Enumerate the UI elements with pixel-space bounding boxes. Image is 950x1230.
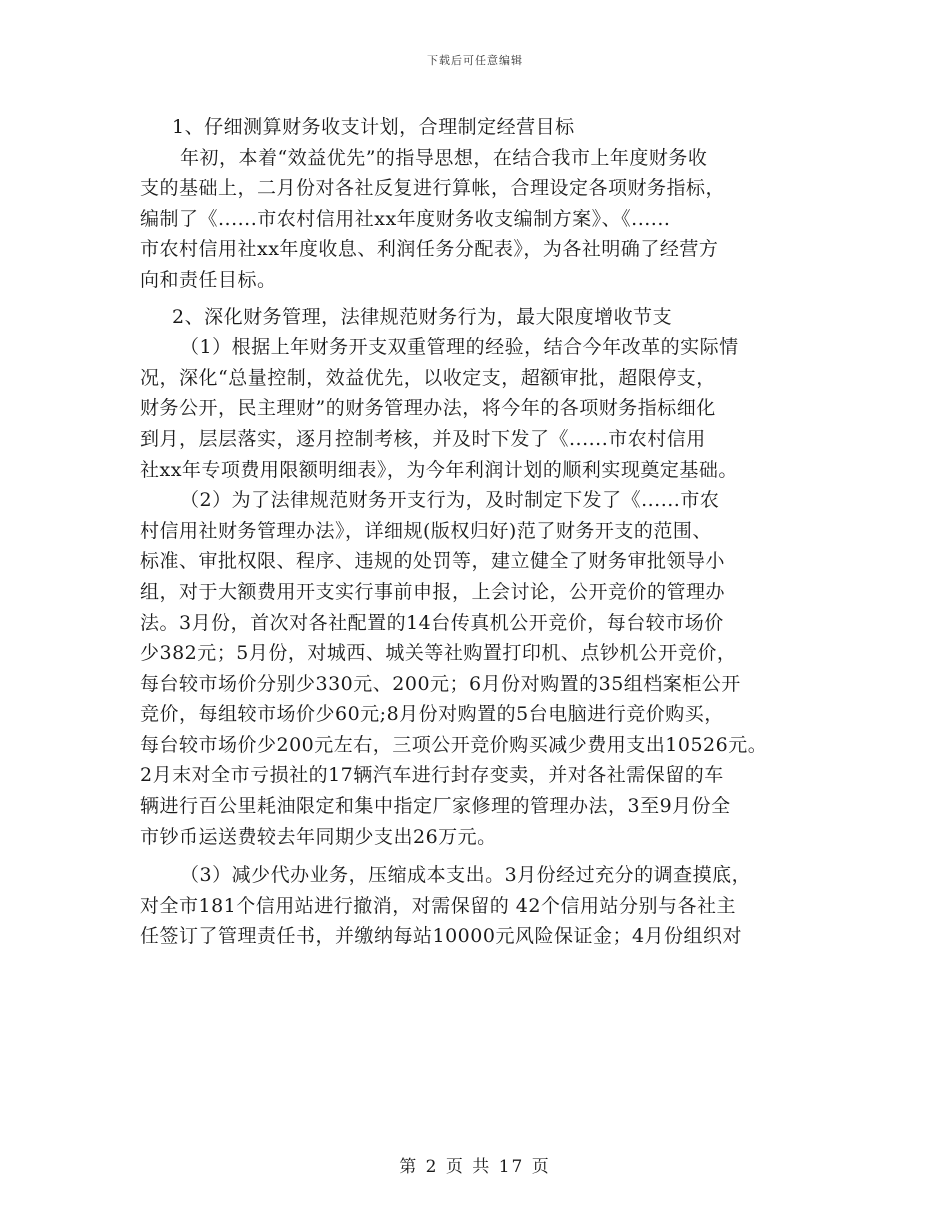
paragraph-line: 竞价，每组较市场价少60元;8月份对购置的5台电脑进行竞价购买， [140, 703, 724, 726]
paragraph-line: 法。3月份，首次对各社配置的14台传真机公开竞价，每台较市场价 [140, 611, 724, 634]
paragraph-line: 到月，层层落实，逐月控制考核，并及时下发了《......市农村信用 [140, 427, 706, 450]
paragraph-line: （2）为了法律规范财务开支行为，及时制定下发了《......市农 [180, 489, 720, 512]
page-header: 下载后可任意编辑 [427, 54, 523, 67]
paragraph-line: 市钞币运送费较去年同期少支出26万元。 [140, 825, 497, 848]
paragraph-line: 任签订了管理责任书，并缴纳每站10000元风险保证金；4月份组织对 [140, 925, 743, 948]
paragraph-line: 每台较市场价分别少330元、200元；6月份对购置的35组档案柜公开 [140, 672, 741, 695]
paragraph-line: （3）减少代办业务，压缩成本支出。3月份经过充分的调查摸底， [180, 864, 752, 887]
paragraph-line: 年初，本着“效益优先”的指导思想，在结合我市上年度财务收 [180, 146, 708, 169]
paragraph-line: （1）根据上年财务开支双重管理的经验，结合今年改革的实际情 [180, 336, 739, 359]
paragraph-line: 对全市181个信用站进行撤消，对需保留的 42个信用站分别与各社主 [140, 894, 736, 917]
paragraph-line: 向和责任目标。 [140, 268, 277, 291]
paragraph-line: 况，深化“总量控制，效益优先，以收定支，超额审批，超限停支， [140, 366, 716, 389]
paragraph-line: 2月末对全市亏损社的17辆汽车进行封存变卖，并对各社需保留的车 [140, 764, 724, 787]
section-heading-2: 2、深化财务管理，法律规范财务行为，最大限度增收节支 [172, 305, 673, 328]
paragraph-line: 支的基础上，二月份对各社反复进行算帐，合理设定各项财务指标， [140, 177, 726, 200]
paragraph-line: 市农村信用社xx年度收息、利润任务分配表》，为各社明确了经营方 [140, 238, 719, 261]
section-heading-1: 1、仔细测算财务收支计划，合理制定经营目标 [172, 116, 575, 138]
paragraph-line: 每台较市场价少200元左右，三项公开竞价购买减少费用支出10526元。 [140, 733, 768, 756]
paragraph-line: 标准、审批权限、程序、违规的处罚等，建立健全了财务审批领导小 [140, 550, 726, 573]
page-number-footer: 第 2 页 共 17 页 [399, 1157, 551, 1177]
paragraph-line: 辆进行百公里耗油限定和集中指定厂家修理的管理办法，3至9月份全 [140, 795, 731, 818]
paragraph-line: 组，对于大额费用开支实行事前申报，上会讨论，公开竞价的管理办 [140, 580, 726, 603]
paragraph-line: 村信用社财务管理办法》，详细规(版权归好)范了财务开支的范围、 [140, 519, 712, 542]
paragraph-line: 少382元；5月份，对城西、城关等社购置打印机、点钞机公开竞价， [140, 642, 737, 665]
document-body [140, 112, 830, 952]
paragraph-line: 编制了《......市农村信用社xx年度财务收支编制方案》、《...... [140, 207, 671, 230]
paragraph-line: 社xx年专项费用限额明细表》，为今年利润计划的顺利实现奠定基础。 [140, 458, 738, 481]
paragraph-line: 财务公开，民主理财”的财务管理办法，将今年的各项财务指标细化 [140, 397, 716, 420]
